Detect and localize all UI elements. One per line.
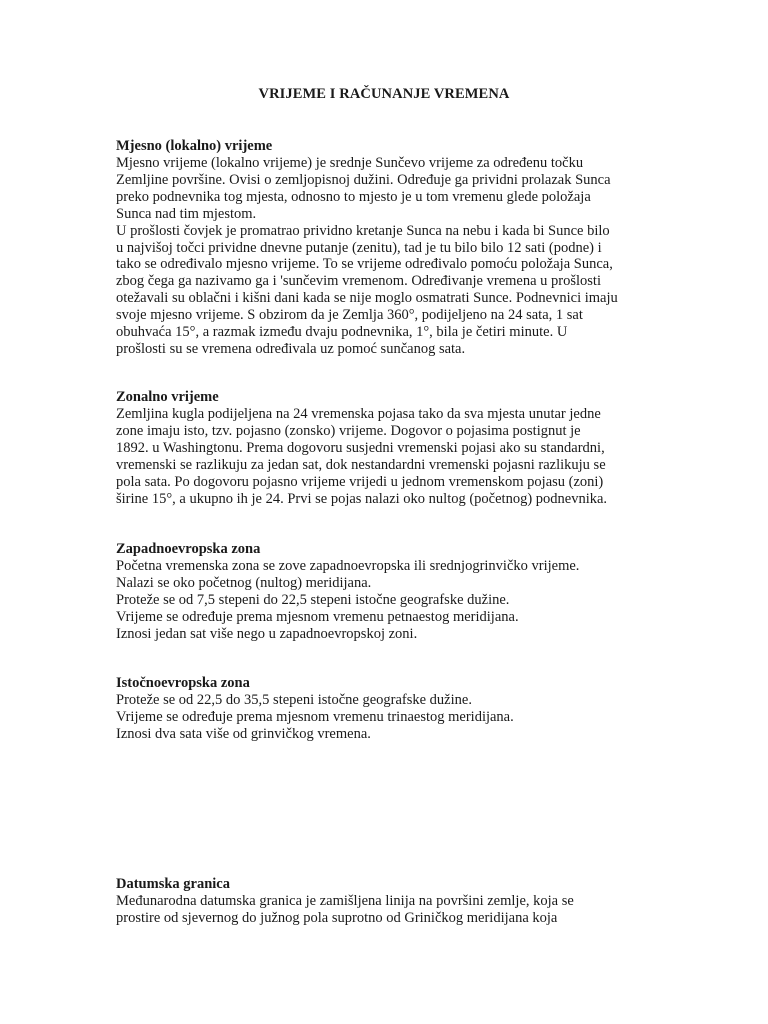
section-mjesno-vrijeme xyxy=(116,138,676,358)
section-heading: Mjesno (lokalno) vrijeme xyxy=(116,138,273,154)
paragraph-line: tako se određivalo mjesno vrijeme. To se vrijeme određivalo pomoću položaja Sunca, xyxy=(116,256,613,273)
section-heading: Zapadnoevropska zona xyxy=(116,541,261,557)
paragraph-line: Sunca nad tim mjestom. xyxy=(116,205,257,222)
paragraph-line: Međunarodna datumska granica je zamišljena linija na površini zemlje, koja se xyxy=(116,893,574,909)
paragraph-line: Mjesno vrijeme (lokalno vrijeme) je srednje Sunčevo vrijeme za određenu točku xyxy=(116,155,584,171)
section-zapadnoevropska-zona xyxy=(116,541,676,643)
paragraph-line: vremenski se razlikuju za jedan sat, dok nestandardni vremenski pojasni razlikuju se xyxy=(116,456,606,473)
section-datumska-granica xyxy=(116,876,676,927)
paragraph-line: zbog čega ga nazivamo ga i 'sunčevim vremenom. Određivanje vremena u prošlosti xyxy=(116,273,601,290)
paragraph-line: širine 15°, a ukupno ih je 24. Prvi se pojas nalazi oko nultog (početnog) podnevnika. xyxy=(116,490,608,507)
paragraph-line: Proteže se od 7,5 stepeni do 22,5 stepeni istočne geografske dužine. xyxy=(116,591,510,608)
section-heading: Zonalno vrijeme xyxy=(116,389,219,405)
paragraph-line: pola sata. Po dogovoru pojasno vrijeme vrijedi u jednom vremenskom pojasu (zoni) xyxy=(116,473,604,490)
paragraph-line: Vrijeme se određuje prema mjesnom vremenu petnaestog meridijana. xyxy=(116,608,519,625)
paragraph-line: otežavali su oblačni i kišni dani kada se nije moglo osmatrati Sunce. Podnevnici imaju xyxy=(116,290,618,307)
paragraph-line: prošlosti su se vremena određivala uz pomoć sunčanog sata. xyxy=(116,340,466,357)
page-title: VRIJEME I RAČUNANJE VREMENA xyxy=(258,86,510,102)
paragraph-line: u najvišoj točci prividne dnevne putanje (zenitu), tad je tu bilo bilo 12 sati (podne) i xyxy=(116,239,602,256)
paragraph-line: Zemljina kugla podijeljena na 24 vremenska pojasa tako da sva mjesta unutar jedne xyxy=(116,406,601,422)
paragraph-line: Zemljine površine. Ovisi o zemljopisnoj dužini. Određuje ga prividni prolazak Sunca xyxy=(116,171,611,188)
paragraph-line: obuhvaća 15°, a razmak između dvaju podnevnika, 1°, bila je četiri minute. U xyxy=(116,324,568,341)
paragraph-line: Početna vremenska zona se zove zapadnoevropska ili srednjogrinvičko vrijeme. xyxy=(116,558,580,574)
paragraph-line: preko podnevnika tog mjesta, odnosno to mjesto je u tom vremenu glede položaja xyxy=(116,188,591,205)
paragraph-line: Iznosi dva sata više od grinvičkog vremena. xyxy=(116,725,371,742)
paragraph-line: svoje mjesno vrijeme. S obzirom da je Zemlja 360°, podijeljeno na 24 sata, 1 sat xyxy=(116,307,583,324)
section-zonalno-vrijeme xyxy=(116,389,676,507)
paragraph-line: zone imaju isto, tzv. pojasno (zonsko) vrijeme. Dogovor o pojasima postignut je xyxy=(116,422,581,439)
paragraph-line: prostire od sjevernog do južnog pola suprotno od Griničkog meridijana koja xyxy=(116,909,558,926)
paragraph-line: U prošlosti čovjek je promatrao prividno kretanje Sunca na nebu i kada bi Sunce bilo xyxy=(116,222,610,239)
section-istocnoevropska-zona xyxy=(116,675,676,743)
paragraph-line: Nalazi se oko početnog (nultog) meridijana. xyxy=(116,574,372,591)
section-heading: Datumska granica xyxy=(116,876,230,892)
section-heading: Istočnoevropska zona xyxy=(116,675,250,691)
paragraph-line: Iznosi jedan sat više nego u zapadnoevropskoj zoni. xyxy=(116,625,418,642)
paragraph-line: 1892. u Washingtonu. Prema dogovoru susjedni vremenski pojasi ako su standardni, xyxy=(116,439,605,456)
paragraph-line: Vrijeme se određuje prema mjesnom vremenu trinaestog meridijana. xyxy=(116,708,514,725)
paragraph-line: Proteže se od 22,5 do 35,5 stepeni istočne geografske dužine. xyxy=(116,692,472,708)
